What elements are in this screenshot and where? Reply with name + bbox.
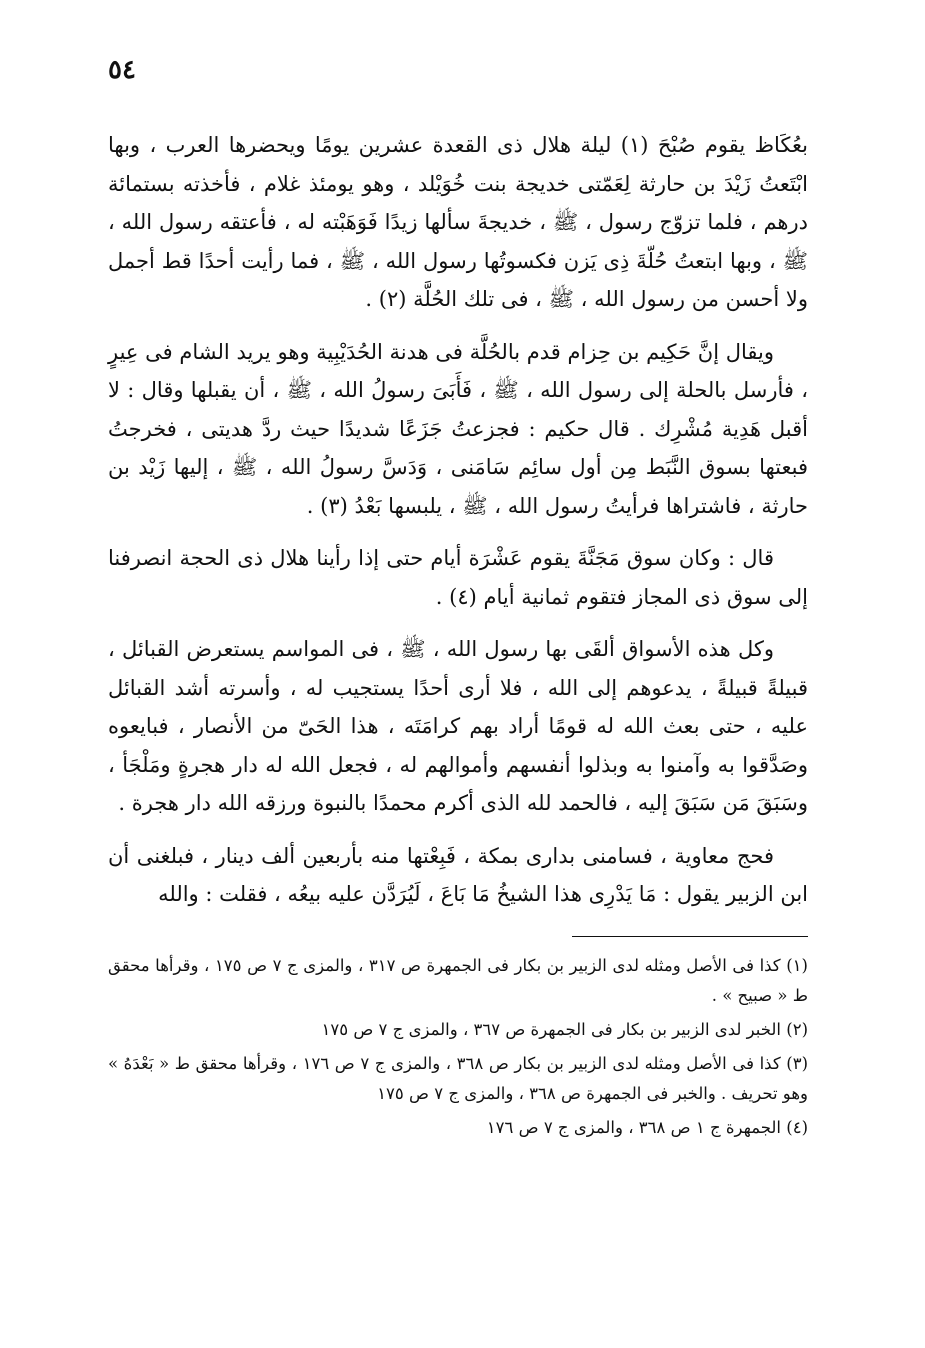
footnote-2: (٢) الخبر لدى الزبير بن بكار فى الجمهرة ص ٣٦٧ ، والمزى ج ٧ ص ١٧٥ <box>321 1019 808 1039</box>
paragraph-5: فحج معاوية ، فسامنى بدارى بمكة ، فَبِعْتها منه بأربعين ألف دينار ، فبلغنى أن ابن الزبير يقول : مَا يَدْرِى هذا الشيخُ مَا بَاعَ ، لَيُرَدَّن عليه بيعُه ، فقلت : والله <box>108 843 808 906</box>
book-page <box>108 40 808 1147</box>
paragraph-2: ويقال إنَّ حَكِيم بن حِزام قدم بالحُلَّة فى هدنة الحُدَيْبِية وهو يريد الشام فى عِيرٍ ، فأرسل بالحلة إلى رسول الله ، ﷺ ، فَأَبَىَ رسولُ الله ، ﷺ ، أن يقبلها وقال : لا أقبل هَدِية مُشْرِك . قال حكيم : فجزعتُ جَزَعًا شديدًا حيث ردَّ هديتى ، فخرجتُ فبعتها بسوق النَّبَط مِن أول سائِم سَامَنى ، وَدَسَّ رسولُ الله ، ﷺ ، إليها زَيْد بن حارثة ، فاشتراها فرأيتُ رسول الله ، ﷺ ، يلبسها بَعْدُ (٣) . <box>108 339 808 518</box>
footnote-3: (٣) كذا فى الأصل ومثله لدى الزبير بن بكار ص ٣٦٨ ، والمزى ج ٧ ص ١٧٦ ، وقرأها محقق ط « بَعْدَهُ » وهو تحريف . والخبر فى الجمهرة ص ٣٦٨ ، والمزى ج ٧ ص ١٧٥ <box>108 1053 809 1103</box>
footnotes <box>108 951 808 1143</box>
page-number: ٥٤ <box>108 55 136 85</box>
footnote-4: (٤) الجمهرة ج ١ ص ٣٦٨ ، والمزى ج ٧ ص ١٧٦ <box>486 1117 808 1137</box>
paragraph-1: بعُكَاظ يقوم صُبْحَ (١) ليلة هلال ذى القعدة عشرين يومًا ويحضرها العرب ، وبها ابْتَعتُ زَيْدَ بن حارثة لِعَمّتى خديجة بنت خُوَيْلد ، وهو يومئذ غلام ، فأخذته بستمائة درهم ، فلما تزوّج رسول ، ﷺ ، خديجةَ سألها زيدًا فَوَهَبْته له ، فأعتقه رسول الله ، ﷺ ، وبها ابتعتُ حُلّةَ ذِى يَزن فكسوتُها رسول الله ، ﷺ ، فما رأيت أحدًا قط أجمل ولا أحسن من رسول الله ، ﷺ ، فى تلك الحُلَّة (٢) . <box>108 133 809 311</box>
footnote-divider <box>572 936 808 937</box>
paragraph-3: قال : وكان سوق مَجَنَّةَ يقوم عَشْرَة أيام حتى إذا رأينا هلال ذى الحجة انصرفنا إلى سوق ذى المجاز فتقوم ثمانية أيام (٤) . <box>108 546 808 609</box>
footnote-1: (١) كذا فى الأصل ومثله لدى الزبير بن بكار فى الجمهرة ص ٣١٧ ، والمزى ج ٧ ص ١٧٥ ، وقرأها محقق ط « صبيح » . <box>108 955 808 1005</box>
main-text <box>108 126 808 914</box>
paragraph-4: وكل هذه الأسواق ألقَى بها رسول الله ، ﷺ ، فى المواسم يستعرض القبائل ، قبيلةً قبيلةً ، يدعوهم إلى الله ، فلا أرى أحدًا يستجيب له ، وأسرته أشد القبائل عليه ، حتى بعث الله له قومًا أراد بهم كرامَتَه ، هذا الحَىّ من الأنصار ، فبايعوه وصَدَّقوا به وآمنوا به وبذلوا أنفسهم وأموالهم له ، فجعل الله له دار هجرةٍ ومَلْجَأ ، وسَبَقَ مَن سَبَقَ إليه ، فالحمد لله الذى أكرم محمدًا بالنبوة ورزقه الله دار هجرة . <box>108 637 808 815</box>
